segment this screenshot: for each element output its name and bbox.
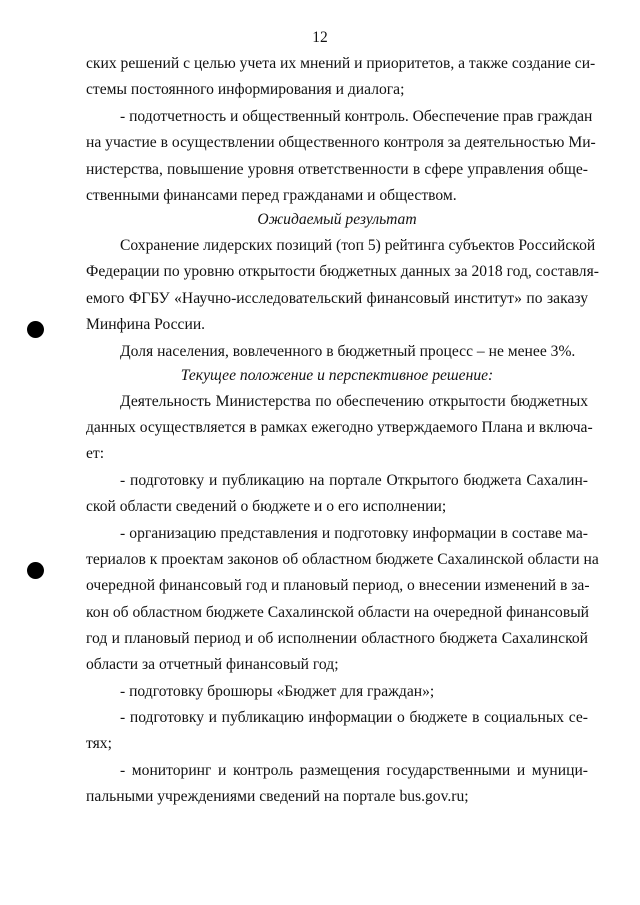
text-line: Минфина России. [86,316,206,333]
text-line: - подготовку брошюры «Бюджет для граждан»; [120,683,435,700]
text-line: - подготовку и публикацию информации о бюджете в социальных се- [120,709,588,726]
text-line: данных осуществляется в рамках ежегодно утверждаемого Плана и включа- [86,419,593,436]
text-line: Федерации по уровню открытости бюджетных данных за 2018 год, составля- [86,263,599,280]
text-line: ственными финансами перед гражданами и обществом. [86,187,457,204]
text-line: год и плановый период и об исполнении областного бюджета Сахалинской [86,630,588,647]
text-line: области за отчетный финансовый год; [86,656,339,673]
text-line: очередной финансовый год и плановый период, о внесении изменений в за- [86,577,590,594]
text-line: ской области сведений о бюджете и о его исполнении; [86,498,447,515]
text-line: Сохранение лидерских позиций (топ 5) рейтинга субъектов Российской [120,237,596,254]
text-line: - подотчетность и общественный контроль. Обеспечение прав граждан [120,108,593,125]
text-line: нистерства, повышение уровня ответственности в сфере управления обще- [86,161,588,178]
text-line: Деятельность Министерства по обеспечению открытости бюджетных [120,393,588,410]
text-line: стемы постоянного информирования и диалога; [86,81,405,98]
text-line: ет: [86,445,105,462]
page-number: 12 [312,29,328,46]
text-line: кон об областном бюджете Сахалинской области на очередной финансовый [86,604,590,621]
section-heading: Ожидаемый результат [257,211,417,228]
text-line: - организацию представления и подготовку информации в составе ма- [120,525,588,542]
punch-hole-top [27,321,44,338]
text-line: Доля населения, вовлеченного в бюджетный процесс – не менее 3%. [120,343,576,360]
text-line: емого ФГБУ «Научно-исследовательский финансовый институт» по заказу [86,290,588,307]
text-line: пальными учреждениями сведений на портале bus.gov.ru; [86,788,469,805]
text-line: тях; [86,735,112,752]
text-line: ских решений с целью учета их мнений и приоритетов, а также создание си- [86,55,596,72]
text-line: - подготовку и публикацию на портале Открытого бюджета Сахалин- [120,472,588,489]
text-line: на участие в осуществлении общественного контроля за деятельностью Ми- [86,134,596,151]
section-heading: Текущее положение и перспективное решение: [180,367,494,384]
text-line: - мониторинг и контроль размещения государственными и муници- [120,762,588,779]
punch-hole-bottom [27,562,44,579]
text-line: териалов к проектам законов об областном бюджете Сахалинской области на [86,551,599,568]
